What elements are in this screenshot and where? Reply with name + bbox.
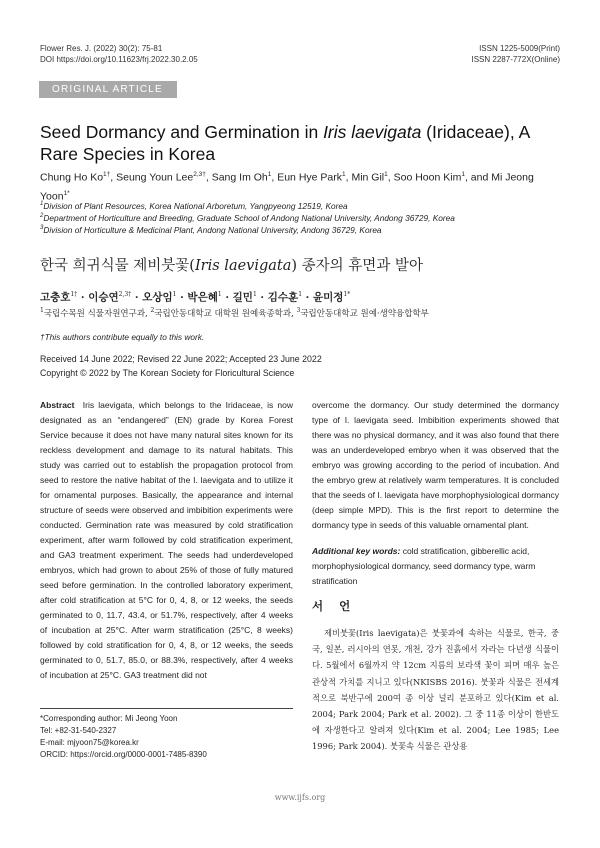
author-2: Seung Youn Lee — [116, 171, 194, 184]
received-dates: Received 14 June 2022; Revised 22 June 2022; Accepted 23 June 2022 — [40, 354, 322, 364]
corresponding-footnote — [40, 713, 207, 761]
author-5: Min Gil — [351, 171, 385, 184]
affiliation-1: $^1$Division of Plant Resources, Korea National Arboretum, Yangpyeong 12519, Korea — [40, 200, 348, 211]
article-type-band: ORIGINAL ARTICLE — [39, 81, 177, 98]
author-6: Soo Hoon Kim — [393, 171, 462, 184]
korean-author-1: 고충호 — [40, 291, 71, 304]
korean-author-7: 윤미정 — [312, 291, 344, 304]
korean-affiliation-1: 국립수목원 식물자원연구과, — [43, 308, 151, 319]
issn-print: ISSN 1225-5009(Print) — [479, 44, 560, 53]
doi-link[interactable]: DOI https://doi.org/10.11623/frj.2022.30.2.05 — [40, 55, 198, 64]
keywords-label: Additional key words: — [312, 546, 401, 556]
copyright-line: Copyright © 2022 by The Korean Society for Floricultural Science — [40, 368, 295, 378]
corresponding-tel: Tel: +82-31-540-2327 — [40, 726, 117, 735]
keywords — [312, 544, 559, 589]
korean-author-5: 길민 — [232, 291, 253, 304]
korean-title: 한국 희귀식물 제비붓꽃(Iris laevigata) 종자의 휴면과 발아 — [40, 258, 423, 274]
author-list: Chung Ho $Ko^{1\dagger}$, Seung Youn Lee$^{2,3\dagger}$, Sang Im Oh$^1$, Eun Hye Park$^1$, Min Gil$^1$, Soo Hoon Kim$^1$, and Mi Jeong Yoon$^{1*}$ — [40, 171, 534, 202]
journal-citation: Flower Res. J. (2022) 30(2): 75-81 — [40, 44, 163, 53]
keywords-text: cold stratification, gibberellic acid, morphophysiological dormancy, seed dormancy type, warm stratification — [312, 546, 536, 586]
affiliation-3: $^3$Division of Horticulture & Medicinal Plant, Andong National University, Andong 36729, Korea — [40, 224, 382, 235]
title-species: Iris laevigata — [323, 122, 422, 142]
korean-affiliation-3: 국립안동대학교 원예·생약융합학부 — [300, 308, 429, 319]
korean-author-2: 이승연 — [88, 291, 119, 304]
abstract-label: Abstract — [40, 400, 75, 410]
article-title — [40, 121, 570, 165]
affiliation-2: $^2$Department of Horticulture and Breeding, Graduate School of Andong National University, Andong 36729, Korea — [40, 212, 455, 223]
korean-affiliation-2: 국립안동대학교 대학원 원예육종학과, — [154, 308, 297, 319]
equal-contribution-note: †This authors contribute equally to this work. — [40, 332, 205, 342]
title-part2: (Iridaceae), A Rare Species in Korea — [40, 122, 530, 164]
abstract-left — [40, 398, 293, 683]
corresponding-email[interactable]: E-mail: mjyoon75@korea.kr — [40, 738, 139, 747]
author-3: Sang Im Oh — [211, 171, 268, 184]
corresponding-author: *Corresponding author: Mi Jeong Yoon — [40, 714, 178, 723]
korean-author-list: 고충호$^{1\dagger}$ · 이승연$^{2,3\dagger}$ · 오상임$^1$ · 박은혜$^1$ · 길민$^1$ · 김수훈$^1$ · 윤미정$^{1*}$ — [40, 291, 351, 304]
korean-author-3: 오상임 — [142, 291, 173, 304]
korean-author-6: 김수훈 — [267, 291, 299, 304]
article-dates — [40, 352, 322, 380]
abstract-text: Iris laevigata, which belongs to the Iridaceae, is now designated as an “endangered” (EN) grade by Korea Forest Service because it does not have many natural sites known for its reckless development and damage to its natural habitats. This study was carried out to establish the propagation protocol from seed to restore the native habitat of the I. laevigata and to utilize it for ornamental purposes. Basically, the appearance and internal structure of seeds were observed and imbibition experiments were conducted. Germination rate was measured by cold stratification experiment, after warm followed by cold stratification experiment, and GA3 treatment experiment. The seeds had underdeveloped embryos, which had grown to about 25% of those of fully matured seed before germination. In the controlled laboratory experiment, after cold stratification at 5°C for 0, 4, 8, or 12 weeks, the seeds germinated to 0, 11.7, 43.4, or 51.7%, respectively, after 4 weeks of incubation at 25°C. After warm stratification (25°C, 8 weeks) followed by cold stratification for 0, 4, 8, or 12 weeks, the seeds germinated to 0, 51.7, 85.0, or 88.3%, respectively, after 4 weeks of incubation at 25°C. GA3 treatment did not — [40, 400, 293, 680]
abstract-text-continued: overcome the dormancy. Our study determined the dormancy type of I. laevigata seed. Imbibition experiments showed that there was no physical dormancy, and it was also found that there was an underdeveloped embryo when it was observed that the embryo was growing according to the period of incubation. And the embryo grew at relatively warm temperatures. It is concluded that the seeds of I. laevigata have morphophysiological dormancy (deep simple MPD). This is the first report to determine the dormancy type in seeds of this valuable ornamental plant. — [312, 400, 559, 530]
issn-online: ISSN 2287-772X(Online) — [471, 55, 560, 64]
corresponding-orcid[interactable]: ORCID: https://orcid.org/0000-0001-7485-8390 — [40, 750, 207, 759]
title-part1: Seed Dormancy and Germination in — [40, 122, 324, 142]
section-heading: 서 언 — [312, 599, 357, 613]
author-1: Chung Ho Ko — [40, 171, 104, 184]
author-4: Eun Hye Park — [277, 171, 342, 184]
footnote-rule — [40, 708, 293, 709]
korean-affiliations: $^1$국립수목원 식물자원연구과, $^2$국립안동대학교 대학원 원예육종학과, $^3$국립안동대학교 원예·생약융합학부 — [40, 307, 429, 319]
introduction-text: 제비붓꽃(Iris laevigata)은 붓꽃과에 속하는 식물로, 한국, 중국, 일본, 러시아의 연못, 개천, 강가 진흙에서 자라는 다년생 식물이다. 5월에서 6월까지 약 12cm 지름의 보라색 꽃이 피며 매우 높은 관상적 가치를 지니고 있다(NKISBS 2016). 붓꽃과 식물은 전세계적으로 북반구에 200여 종 이상 널리 분포하고 있다(Kim et al. 2004; Park 2004; Park et al. 2002). 그 중 11종 이상이 한반도에 자생한다고 알려져 있다(Kim et al. 2004; Lee 1985; Lee 1996; Park 2004). 붓꽃속 식물은 관상용 — [312, 628, 559, 752]
journal-website[interactable]: www.ijfs.org — [274, 793, 326, 802]
abstract-right — [312, 398, 559, 533]
korean-author-4: 박은혜 — [187, 291, 218, 304]
author-7: Mi Jeong Yoon — [40, 171, 534, 202]
